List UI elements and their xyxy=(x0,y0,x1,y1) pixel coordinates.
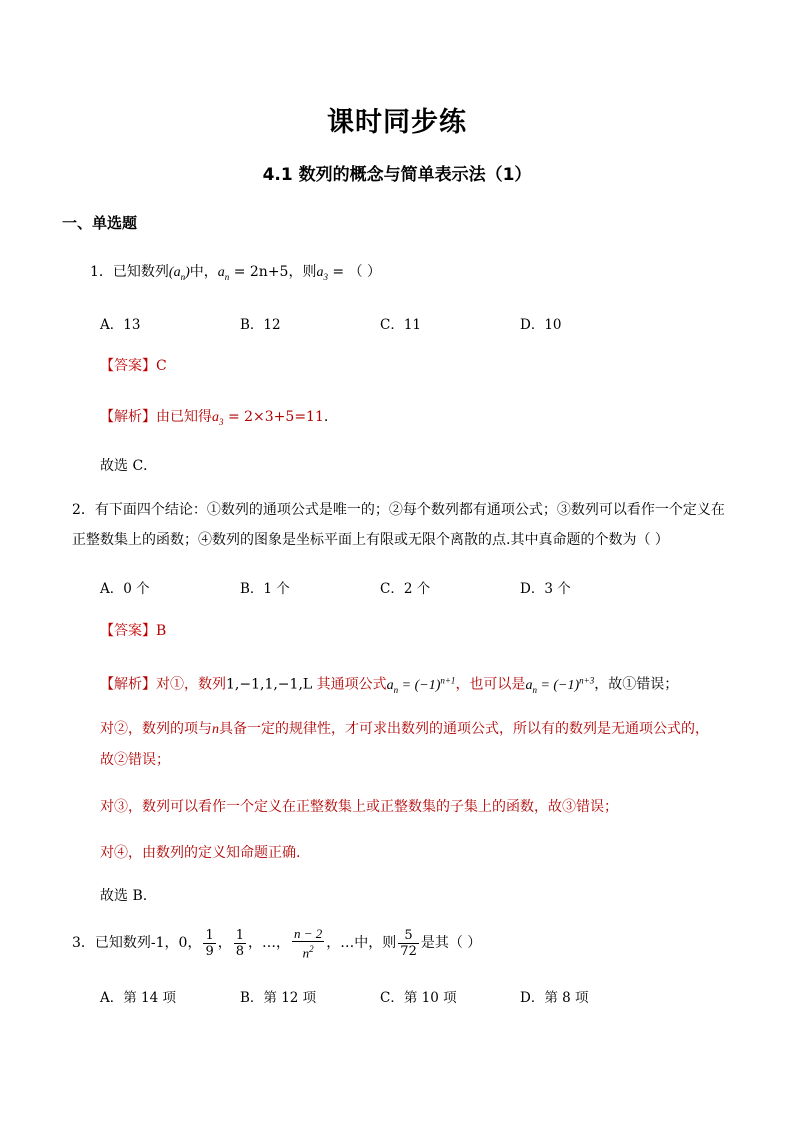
q1-option-c[interactable]: C．11 xyxy=(380,317,422,333)
q2-analysis-3: 对③，数列可以看作一个定义在正整数集上或正整数集的子集上的函数，故③错误； xyxy=(100,799,618,815)
fraction-1-8: $\frac{1}{8}$ xyxy=(235,927,245,959)
q3-option-a[interactable]: A．第 14 项 xyxy=(100,990,177,1006)
q3-stem-part: ，…中，则 xyxy=(326,935,397,952)
analysis-formula-2: $a_n = (-1)^{n+3}$ xyxy=(525,675,595,695)
q1-stem-part: ，则 xyxy=(288,264,317,280)
analysis-formula: = 2×3+5=11 xyxy=(223,409,324,425)
answer-value: B xyxy=(156,623,167,639)
analysis-var: $a_3$ xyxy=(212,410,224,427)
page-title: 课时同步练 xyxy=(327,107,467,138)
q3-option-b[interactable]: B．第 12 项 xyxy=(240,990,317,1006)
answer-value: C xyxy=(156,358,167,374)
q1-analysis xyxy=(100,407,328,432)
analysis-text: ，故①错误； xyxy=(594,676,679,693)
q3-stem-part: ， xyxy=(217,935,232,952)
analysis-period: . xyxy=(323,409,329,425)
q2-option-b[interactable]: B．1 个 xyxy=(240,581,290,597)
analysis-text: 其通项公式 xyxy=(312,676,387,693)
analysis-var-n: n xyxy=(212,722,219,737)
fraction-general-term: $\frac{n - 2}{n^2}$ xyxy=(294,926,323,961)
q1-stem-part: 1．已知数列 xyxy=(90,264,169,280)
question-1-stem xyxy=(90,262,381,287)
analysis-text: 具备一定的规律性，才可求出数列的通项公式，所以有的数列是无通项公式的， xyxy=(219,721,709,737)
q2-option-c[interactable]: C．2 个 xyxy=(380,581,431,597)
page-subtitle: 4.1 数列的概念与简单表示法（1） xyxy=(262,165,532,185)
q1-formula: = 2n+5 xyxy=(229,264,289,280)
q3-stem-part: 3．已知数列-1，0， xyxy=(72,935,202,952)
q1-a3: $a_3$ xyxy=(316,265,328,282)
analysis-text: 对②，数列的项与 xyxy=(100,721,212,737)
q2-analysis-1 xyxy=(100,670,678,699)
analysis-tag: 【解析】 xyxy=(100,409,156,425)
q1-stem-part: 中， xyxy=(189,264,218,280)
q2-stem-line2: 正整数集上的函数；④数列的图象是坐标平面上有限或无限个离散的点.其中真命题的个数为（ ） xyxy=(72,532,669,548)
q1-answer xyxy=(100,356,167,376)
q3-option-c[interactable]: C．第 10 项 xyxy=(380,990,457,1006)
q3-stem-part: ，…， xyxy=(248,935,291,952)
answer-tag: 【答案】 xyxy=(100,623,156,639)
q1-conclusion: 故选 C． xyxy=(100,458,158,474)
q2-conclusion: 故选 B. xyxy=(100,888,148,904)
q1-seq: $(a_n)$ xyxy=(168,265,190,282)
q1-stem-part: = （ ） xyxy=(327,264,382,280)
q2-option-a[interactable]: A．0 个 xyxy=(100,581,150,597)
analysis-text: 由已知得 xyxy=(156,409,212,425)
q2-stem-line1: 2．有下面四个结论：①数列的通项公式是唯一的；②每个数列都有通项公式；③数列可以看作一个定义在 xyxy=(72,502,725,518)
q1-option-d[interactable]: D．10 xyxy=(520,317,562,333)
fraction-1-9: $\frac{1}{9}$ xyxy=(205,927,214,959)
fraction-5-72: $\frac{5}{72}$ xyxy=(400,927,417,959)
analysis-formula-1: $a_n = (-1)^{n+1}$ xyxy=(386,675,456,695)
analysis-tag: 【解析】 xyxy=(100,676,156,693)
q1-an: $a_n$ xyxy=(217,265,230,282)
answer-tag: 【答案】 xyxy=(100,358,156,374)
q2-analysis-4: 对④，由数列的定义知命题正确. xyxy=(100,845,301,861)
q2-option-d[interactable]: D．3 个 xyxy=(520,581,571,597)
q2-analysis-2 xyxy=(100,719,709,740)
q3-stem xyxy=(72,926,481,960)
q2-analysis-2b: 故②错误； xyxy=(100,752,170,768)
analysis-seq: 1,−1,1,−1,L xyxy=(226,676,313,693)
q3-option-d[interactable]: D．第 8 项 xyxy=(520,990,589,1006)
q1-option-a[interactable]: A．13 xyxy=(100,317,141,333)
q1-option-b[interactable]: B．12 xyxy=(240,317,281,333)
q2-answer xyxy=(100,621,166,641)
section-heading: 一、单选题 xyxy=(62,214,138,232)
analysis-text: ，也可以是 xyxy=(455,676,526,693)
analysis-text: 对①，数列 xyxy=(156,676,226,693)
q3-stem-part: 是其（ ） xyxy=(420,935,482,952)
